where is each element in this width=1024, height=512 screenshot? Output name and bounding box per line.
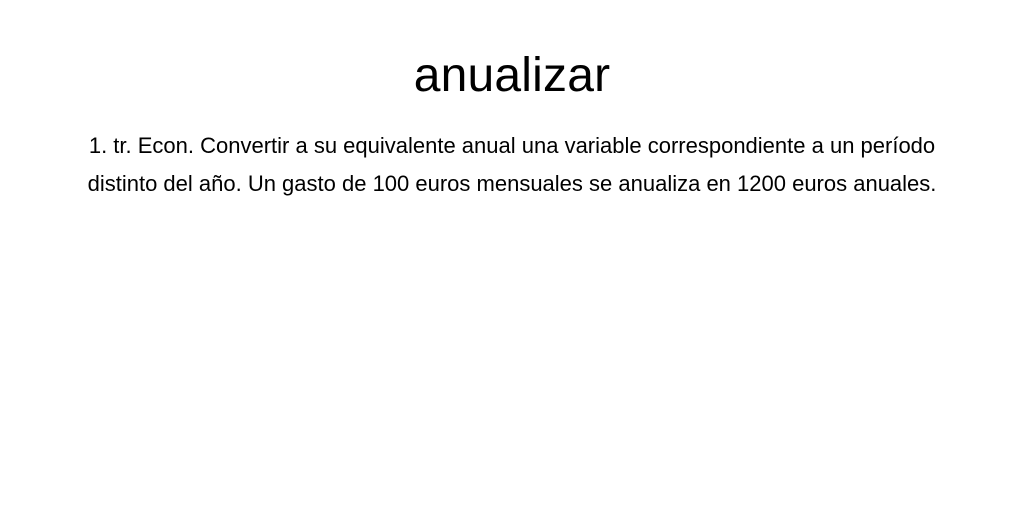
headword: anualizar [413,49,611,102]
definition-text: 1. tr. Econ. Convertir a su equivalente anual una variable correspondiente a un período distinto del año. Un gasto de 100 euros mensuales se anualiza en 1200 euros anuales. [87,133,937,196]
